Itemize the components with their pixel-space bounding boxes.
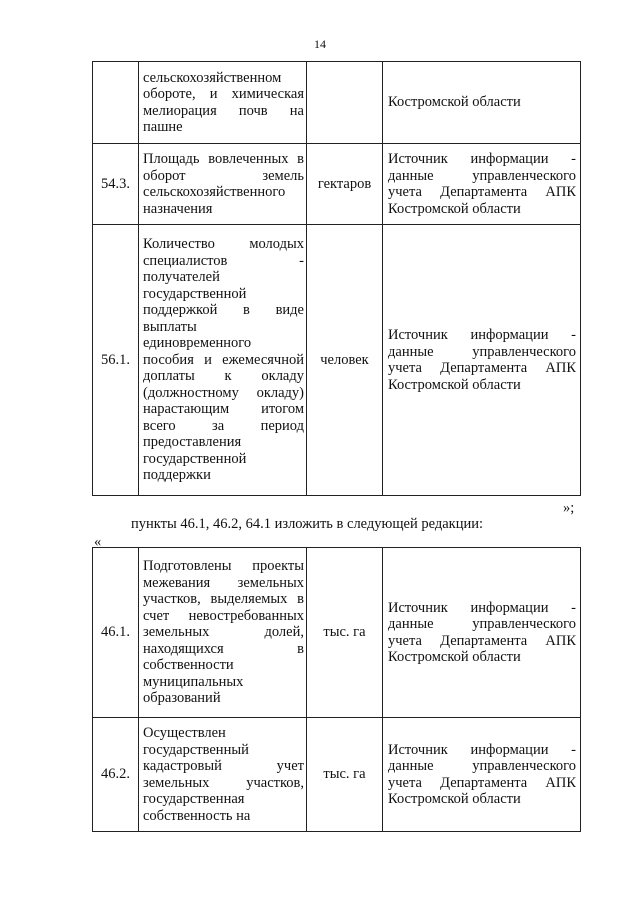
unit-cell: тыс. га [307, 718, 383, 832]
instruction-text: пункты 46.1, 46.2, 64.1 изложить в следующей редакции: [131, 516, 484, 532]
source-cell: Источник информации - данные управленческого учета Департамента АПК Костромской области [383, 548, 581, 718]
row-number-cell: 46.1. [93, 548, 139, 718]
source-cell: Костромской области [383, 62, 581, 144]
indicator-description-cell: Площадь вовлеченных в оборот земель сельскохозяйственного назначения [139, 144, 307, 225]
table-row [93, 718, 581, 832]
row-number-cell [93, 62, 139, 144]
unit-cell: гектаров [307, 144, 383, 225]
page-number: 14 [314, 37, 326, 51]
opening-quote: « [94, 534, 102, 550]
table-row [93, 144, 581, 225]
table-row [93, 548, 581, 718]
unit-cell: тыс. га [307, 548, 383, 718]
source-cell: Источник информации - данные управленческого учета Департамента АПК Костромской области [383, 225, 581, 496]
table-row [93, 225, 581, 496]
source-cell: Источник информации - данные управленческого учета Департамента АПК Костромской области [383, 144, 581, 225]
unit-cell [307, 62, 383, 144]
indicators-table-new [92, 547, 581, 832]
table-row [93, 62, 581, 144]
row-number-cell: 56.1. [93, 225, 139, 496]
indicators-table-continued [92, 61, 581, 496]
indicator-description-cell: сельскохозяйственном обороте, и химическая мелиорация почв на пашне [139, 62, 307, 144]
indicator-description-cell: Количество молодых специалистов - получателей государственной поддержкой в виде выплаты единовременного пособия и ежемесячной доплаты к окладу (должностному окладу) нарастающим итогом всего за период предоставления государственной поддержки [139, 225, 307, 496]
indicator-description-cell: Осуществлен государственный кадастровый учет земельных участков, государственная собственность на [139, 718, 307, 832]
source-cell: Источник информации - данные управленческого учета Департамента АПК Костромской области [383, 718, 581, 832]
row-number-cell: 54.3. [93, 144, 139, 225]
indicator-description-cell: Подготовлены проекты межевания земельных участков, выделяемых в счет невостребованных земельных долей, находящихся в собственности муниципальных образований [139, 548, 307, 718]
closing-quote: »; [563, 500, 575, 516]
row-number-cell: 46.2. [93, 718, 139, 832]
unit-cell: человек [307, 225, 383, 496]
